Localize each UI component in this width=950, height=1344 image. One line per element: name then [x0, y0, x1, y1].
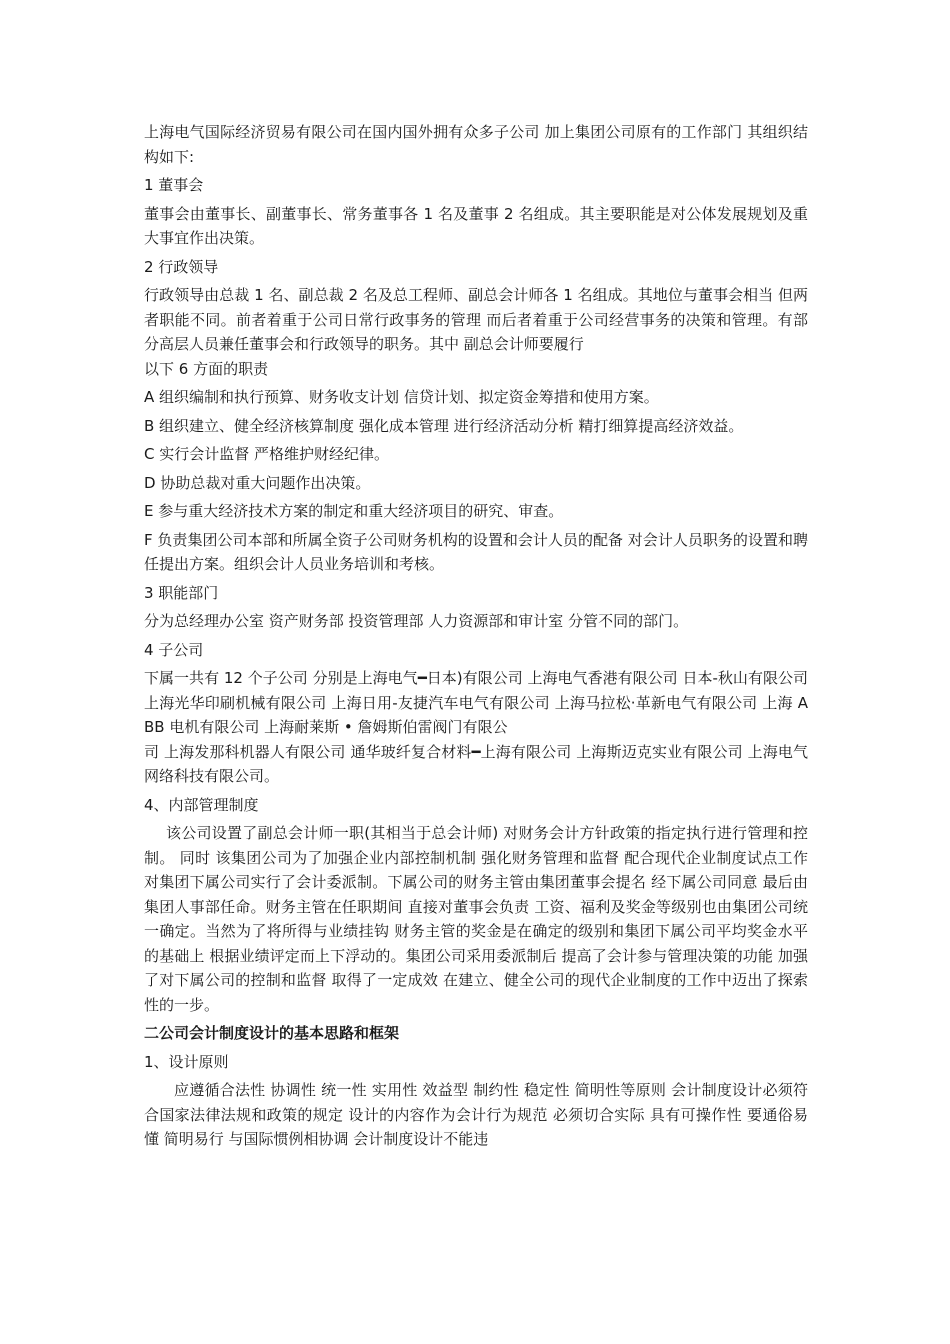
- duty-item-d: D 协助总裁对重大问题作出决策。: [144, 473, 371, 492]
- board-paragraph: 董事会由董事长、副董事长、常务董事各 1 名及董事 2 名组成。其主要职能是对公体发展规划及重大事宜作出决策。: [144, 204, 808, 247]
- duty-item-e: E 参与重大经济技术方案的制定和重大经济项目的研究、审查。: [144, 502, 564, 520]
- duty-item-b: B 组织建立、健全经济核算制度 强化成本管理 进行经济活动分析 精打细算提高经济效益。: [144, 416, 744, 435]
- duty-item-f: F 负责集团公司本部和所属全资子公司财务机构的设置和会计人员的配备 对会计人员职务的设置和聘任提出方案。组织会计人员业务培训和考核。: [144, 530, 808, 573]
- duties-intro: 以下 6 方面的职责: [144, 359, 269, 378]
- section-heading-design-principles: 1、设计原则: [144, 1052, 229, 1071]
- subsidiaries-paragraph: 下属一共有 12 个子公司 分别是上海电气━日本)有限公司 上海电气香港有限公司 日本-秋山有限公司 上海光华印刷机械有限公司 上海日用-友捷汽车电气有限公司 上海马拉松·革新电气有限公司 上海 ABB 电机有限公司 上海耐莱斯 • 詹姆斯伯雷阀门有限公: [144, 669, 808, 736]
- duty-item-a: A 组织编制和执行预算、财务收支计划 信贷计划、拟定资金筹措和使用方案。: [144, 388, 659, 406]
- intro-paragraph: 上海电气国际经济贸易有限公司在国内国外拥有众多子公司 加上集团公司原有的工作部门 其组织结构如下:: [144, 123, 808, 166]
- chapter-heading: 二公司会计制度设计的基本思路和框架: [144, 1024, 400, 1042]
- section-heading-subsidiaries: 4 子公司: [144, 640, 204, 659]
- document-page: [144, 120, 808, 1156]
- section-heading-board: 1 董事会: [144, 176, 204, 194]
- section-heading-executive: 2 行政领导: [144, 257, 219, 276]
- section-heading-departments: 3 职能部门: [144, 583, 219, 602]
- design-principles-paragraph: 应遵循合法性 协调性 统一性 实用性 效益型 制约性 稳定性 简明性等原则 会计制度设计必须符合国家法律法规和政策的规定 设计的内容作为会计行为规范 必须切合实际 具有可操作性 要通俗易懂 简明易行 与国际惯例相协调 会计制度设计不能违: [144, 1081, 808, 1148]
- section-heading-internal-management: 4、内部管理制度: [144, 795, 259, 814]
- duty-item-c: C 实行会计监督 严格维护财经纪律。: [144, 445, 390, 463]
- subsidiaries-paragraph-continued: 司 上海发那科机器人有限公司 通华玻纤复合材料━上海有限公司 上海斯迈克实业有限公司 上海电气网络科技有限公司。: [144, 742, 808, 785]
- internal-management-paragraph: 该公司设置了副总会计师一职(其相当于总会计师) 对财务会计方针政策的指定执行进行管理和控制。 同时 该集团公司为了加强企业内部控制机制 强化财务管理和监督 配合现代企业制度试点工作 对集团下属公司实行了会计委派制。下属公司的财务主管由集团董事会提名 经下属公司同意 最后由集团人事部任命。财务主管在任职期间 直接对董事会负责 工资、福利及奖金等级别也由集团公司统一确定。当然为了将所得与业绩挂钩 财务主管的奖金是在确定的级别和集团下属公司平均奖金水平的基础上 根据业绩评定而上下浮动的。集团公司采用委派制后 提高了会计参与管理决策的功能 加强了对下属公司的控制和监督 取得了一定成效 在建立、健全公司的现代企业制度的工作中迈出了探索性的一步。: [144, 824, 808, 1014]
- departments-paragraph: 分为总经理办公室 资产财务部 投资管理部 人力资源部和审计室 分管不同的部门。: [144, 612, 689, 630]
- executive-paragraph: 行政领导由总裁 1 名、副总裁 2 名及总工程师、副总会计师各 1 名组成。其地位与董事会相当 但两者职能不同。前者着重于公司日常行政事务的管理 而后者着重于公司经营事务的决策和管理。有部分高层人员兼任董事会和行政领导的职务。其中 副总会计师要履行: [144, 286, 808, 353]
